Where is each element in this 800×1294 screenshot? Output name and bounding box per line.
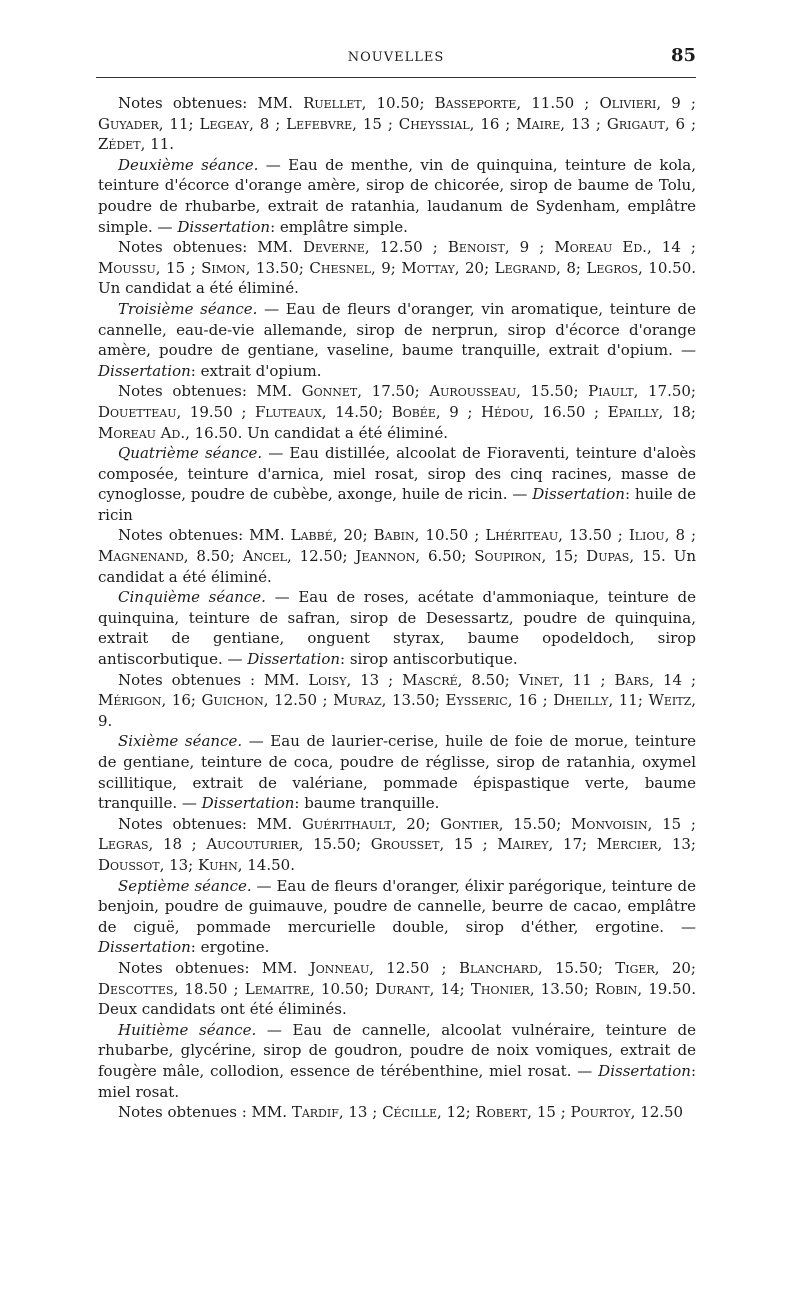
text-run: : extrait d'opium. [190, 361, 322, 380]
candidate-name: Ruellet [303, 94, 362, 112]
text-run: , 11; [608, 691, 649, 710]
candidate-name: Soupiron [474, 547, 542, 566]
candidate-name: Maire [516, 114, 561, 133]
text-run: Notes obtenues: MM. [118, 382, 302, 401]
paragraph [98, 299, 696, 381]
text-run: , 20; [454, 258, 495, 277]
text-run: , 12.50 ; [364, 238, 448, 257]
candidate-name: Labbé [290, 526, 333, 545]
paragraph [98, 381, 696, 443]
candidate-name: Descottes [98, 979, 174, 998]
italic-heading: Dissertation [98, 938, 191, 957]
italic-heading: Septième séance. [118, 876, 252, 895]
text-run: , 10.50; [361, 94, 435, 112]
text-run: , 9 ; [656, 94, 696, 112]
italic-heading: Quatrième séance. [118, 444, 263, 463]
text-run: Notes obtenues: MM. [118, 238, 303, 257]
text-run: , 11. [140, 135, 175, 154]
text-run: , 11; [158, 114, 200, 133]
candidate-name: Loisy [308, 670, 347, 689]
text-run: , 17.50; [633, 382, 696, 401]
candidate-name: Lhériteau [485, 526, 559, 545]
candidate-name: Deverne [302, 238, 365, 257]
text-run: , 9 ; [435, 402, 481, 421]
italic-heading: Dissertation [98, 361, 191, 380]
candidate-name: Hédou [480, 402, 530, 421]
candidate-name: Legeay [199, 114, 250, 133]
candidate-name: Robin [594, 979, 638, 998]
text-run: , 13.50; [381, 691, 446, 710]
text-run: , 6 ; [664, 114, 697, 133]
candidate-name: Thonier [470, 979, 530, 998]
candidate-name: Grousset [370, 835, 440, 854]
text-run: , 12; [436, 1103, 476, 1122]
paragraph [98, 1020, 696, 1102]
candidate-name: Chesnel [309, 258, 372, 277]
text-run: , 15 ; [352, 114, 399, 133]
text-run: , 8 ; [249, 114, 287, 133]
candidate-name: Piault [588, 382, 634, 401]
text-run: , 9 ; [504, 238, 555, 257]
candidate-name: Legras [98, 835, 149, 854]
candidate-name: Ancel [242, 547, 287, 566]
text-run: : emplâtre simple. [270, 217, 408, 236]
candidate-name: Durant [375, 979, 430, 998]
paragraph [98, 525, 696, 587]
paragraph [98, 1102, 696, 1123]
running-head: NOUVELLES [347, 50, 445, 65]
candidate-name: Cécille [382, 1103, 437, 1122]
candidate-name: Guichon [201, 691, 264, 710]
candidate-name: Aucouturier [206, 835, 299, 854]
candidate-name: Mercier [596, 835, 658, 854]
candidate-name: Muraz [333, 691, 382, 710]
text-run: , 10.50; [310, 979, 376, 998]
text-run: , 15.50; [498, 814, 571, 833]
paragraph [98, 670, 696, 732]
text-run: , 14.50. [237, 855, 295, 874]
candidate-name: Grigaut [606, 114, 665, 133]
candidate-name: Dupas [586, 547, 630, 566]
header-rule [96, 77, 696, 78]
text-run: — Eau de fleurs d'oranger, vin aromatique, teinture de cannelle, eau-de-vie allemande, sirop de nerprun, sirop d'écorce d'orange amère, poudre de gentiane, vaseline, baume tranquille, extrait d'opium. — [98, 299, 696, 360]
text-run: , 18 ; [148, 835, 207, 854]
italic-heading: Dissertation [247, 650, 341, 669]
italic-heading: Dissertation [201, 794, 295, 813]
text-run: , 14; [429, 979, 471, 998]
text-run: , 16; [161, 691, 202, 710]
text-run: , 13.50 ; [558, 526, 629, 545]
text-run: , 13 ; [560, 114, 607, 133]
candidate-name: Monvoisin [570, 814, 648, 833]
paragraph [98, 587, 696, 669]
text-run: — Eau de fleurs d'oranger, élixir parégorique, teinture de benjoin, poudre de guimauve, poudre de cannelle, beurre de cacao, emplâtre de ciguë, pommade mercurielle double, sirop d'éther, ergotine. — [98, 876, 696, 936]
text-run: , 15.50; [537, 958, 616, 977]
candidate-name: Jeannon [355, 547, 416, 566]
candidate-name: Zédet [98, 135, 141, 154]
text-run: , 15 ; [647, 814, 696, 833]
candidate-name: Jonneau [309, 958, 370, 977]
paragraph [98, 155, 696, 237]
candidate-name: Pourtoy [570, 1103, 631, 1122]
text-run: , 15. Un candidat a été éliminé. [98, 547, 696, 586]
candidate-name: Bars [614, 670, 650, 689]
text-run: : sirop antiscorbutique. [340, 650, 518, 669]
text-run: , 19.50. Deux candidats ont été éliminés. [98, 979, 696, 1019]
candidate-name: Tiger [615, 958, 655, 977]
body-text [98, 93, 696, 1123]
text-run: , 10.50. Un candidat a été éliminé. [98, 258, 697, 298]
text-run: , 20; [332, 526, 374, 545]
italic-heading: Cinquième séance. [118, 588, 266, 607]
text-run: , 16 ; [469, 114, 517, 133]
candidate-name: Fluteaux [254, 402, 322, 421]
text-run: , 15.50; [298, 835, 371, 854]
paragraph [98, 731, 696, 813]
candidate-name: Moreau Ad. [98, 423, 186, 442]
text-run: — Eau distillée, alcoolat de Fioraventi, teinture d'aloès composée, teinture d'arnica, miel rosat, sirop des cinq racines, masse de cynoglosse, poudre de cubèbe, axonge, huile de ricin. — [98, 444, 696, 504]
italic-heading: Huitième séance. [118, 1020, 257, 1039]
paragraph [98, 237, 696, 299]
candidate-name: Eysseric [445, 691, 508, 710]
text-run: , 8 ; [664, 526, 697, 545]
candidate-name: Mottay [401, 258, 455, 277]
candidate-name: Guérithault [301, 814, 392, 833]
text-run: , 19.50 ; [176, 402, 255, 421]
candidate-name: Moussu [98, 258, 156, 277]
candidate-name: Benoist [447, 238, 505, 257]
candidate-name: Lefebvre [286, 114, 353, 133]
italic-heading: Deuxième séance. [118, 155, 259, 174]
text-run: , 15 ; [527, 1103, 571, 1122]
text-run: — Eau de cannelle, alcoolat vulnéraire, teinture de rhubarbe, glycérine, sirop de goudron, poudre de noix vomiques, extrait de fougère mâle, collodion, essence de térébenthine, miel rosat. — [98, 1020, 696, 1080]
text-run: , 16 ; [507, 691, 554, 710]
text-run: , 15 ; [155, 258, 202, 277]
text-run: , 11 ; [558, 670, 615, 689]
candidate-name: Mascré [402, 670, 458, 689]
candidate-name: Blanchard [458, 958, 538, 977]
text-run: , 16.50. Un candidat a été éliminé. [185, 423, 448, 442]
text-run: , 13.50; [245, 258, 310, 277]
paragraph [98, 814, 696, 876]
page-header [96, 42, 696, 72]
paragraph [98, 443, 696, 525]
candidate-name: Gonnet [301, 382, 358, 401]
candidate-name: Moreau Ed. [554, 238, 647, 257]
candidate-name: Cheyssial [398, 114, 470, 133]
candidate-name: Lemaitre [244, 979, 310, 998]
text-run: : baume tranquille. [294, 794, 440, 813]
text-run: , 13 ; [346, 670, 403, 689]
text-run: , 9. [98, 691, 697, 730]
text-run: Notes obtenues: MM. [118, 958, 310, 977]
text-run: , 14 ; [649, 670, 697, 689]
text-run: , 13; [657, 835, 696, 854]
italic-heading: Dissertation [532, 485, 625, 504]
text-run: — Eau de laurier-cerise, huile de foie de morue, teinture de gentiane, teinture de coca, poudre de réglisse, sirop de ratanhia, oxymel scillitique, extrait de valériane, pommade épispastique verte, baume tranquille. — [98, 732, 696, 813]
italic-heading: Dissertation [177, 217, 271, 236]
text-run: , 12.50; [286, 547, 356, 566]
text-run: , 6.50; [415, 547, 475, 566]
text-run: , 16.50 ; [529, 402, 608, 421]
text-run: , 14.50; [321, 402, 392, 421]
text-run: — Eau de menthe, vin de quinquina, teinture de kola, teinture d'écorce d'orange amère, sirop de chicorée, sirop de baume de Tolu, poudre de rhubarbe, extrait de ratanhia, laudanum de Sydenham, emplâtre simple. — [98, 155, 697, 236]
candidate-name: Tardif [291, 1103, 339, 1122]
candidate-name: Mérigon [98, 691, 162, 710]
candidate-name: Aurousseau [429, 382, 517, 401]
text-run: , 8; [556, 258, 587, 277]
candidate-name: Robert [475, 1103, 528, 1122]
text-run: , 15; [541, 547, 587, 566]
candidate-name: Douetteau [98, 402, 177, 421]
candidate-name: Magnenand [98, 547, 184, 566]
text-run: , 8.50; [457, 670, 519, 689]
text-run: , 13; [159, 855, 199, 874]
candidate-name: Guyader [98, 114, 159, 133]
paragraph [98, 93, 696, 155]
text-run: : ergotine. [190, 938, 270, 957]
text-run: , 20; [391, 814, 441, 833]
text-run: Notes obtenues: MM. [118, 526, 291, 545]
candidate-name: Simon [201, 258, 246, 277]
text-run: , 15 ; [439, 835, 498, 854]
candidate-name: Vinet [518, 670, 559, 689]
candidate-name: Basseporte [434, 94, 517, 112]
candidate-name: Olivieri [599, 94, 657, 112]
italic-heading: Troisième séance. [118, 299, 258, 318]
text-run: , 13.50; [529, 979, 595, 998]
text-run: , 11.50 ; [516, 94, 600, 112]
candidate-name: Epailly [607, 402, 659, 421]
text-run: , 17; [548, 835, 597, 854]
candidate-name: Bobée [391, 402, 436, 421]
text-run: , 10.50 ; [414, 526, 486, 545]
candidate-name: Gontier [440, 814, 499, 833]
text-run: , 18; [658, 402, 696, 421]
text-run: Notes obtenues : MM. [118, 1103, 292, 1122]
text-run: , 8.50; [183, 547, 243, 566]
text-run: , 20; [654, 958, 696, 977]
text-run: , 12.50 ; [263, 691, 334, 710]
text-run: , 18.50 ; [173, 979, 245, 998]
text-run: , 9; [371, 258, 402, 277]
text-run: , 17.50; [357, 382, 430, 401]
italic-heading: Sixième séance. [118, 732, 243, 751]
candidate-name: Kuhn [198, 855, 238, 874]
text-run: — Eau de roses, acétate d'ammoniaque, teinture de quinquina, teinture de safran, sirop de Desessartz, poudre de quinquina, extrait de gentiane, onguent styrax, baume opodeldoch, sirop antiscorbutique. — [98, 588, 696, 669]
candidate-name: Doussot [98, 855, 160, 874]
paragraph [98, 958, 696, 1020]
text-run: , 14 ; [646, 238, 696, 257]
candidate-name: Dheilly [553, 691, 609, 710]
text-run: : huile de ricin [98, 485, 696, 524]
candidate-name: Weitz [648, 691, 692, 710]
text-run: , 12.50 [630, 1103, 684, 1122]
candidate-name: Iliou [628, 526, 665, 545]
text-run: : miel rosat. [98, 1061, 696, 1101]
candidate-name: Legrand [494, 258, 557, 277]
text-run: , 13 ; [338, 1103, 383, 1122]
italic-heading: Dissertation [598, 1061, 691, 1080]
text-run: , 12.50 ; [369, 958, 459, 977]
candidate-name: Mairey [497, 835, 549, 854]
text-run: Notes obtenues: MM. [118, 814, 302, 833]
paragraph [98, 876, 696, 958]
text-run: Notes obtenues: MM. [118, 94, 304, 112]
text-run: , 15.50; [516, 382, 589, 401]
candidate-name: Babin [373, 526, 415, 545]
text-run: Notes obtenues : MM. [118, 670, 309, 689]
page-number: 85 [670, 45, 696, 66]
candidate-name: Legros [586, 258, 639, 277]
